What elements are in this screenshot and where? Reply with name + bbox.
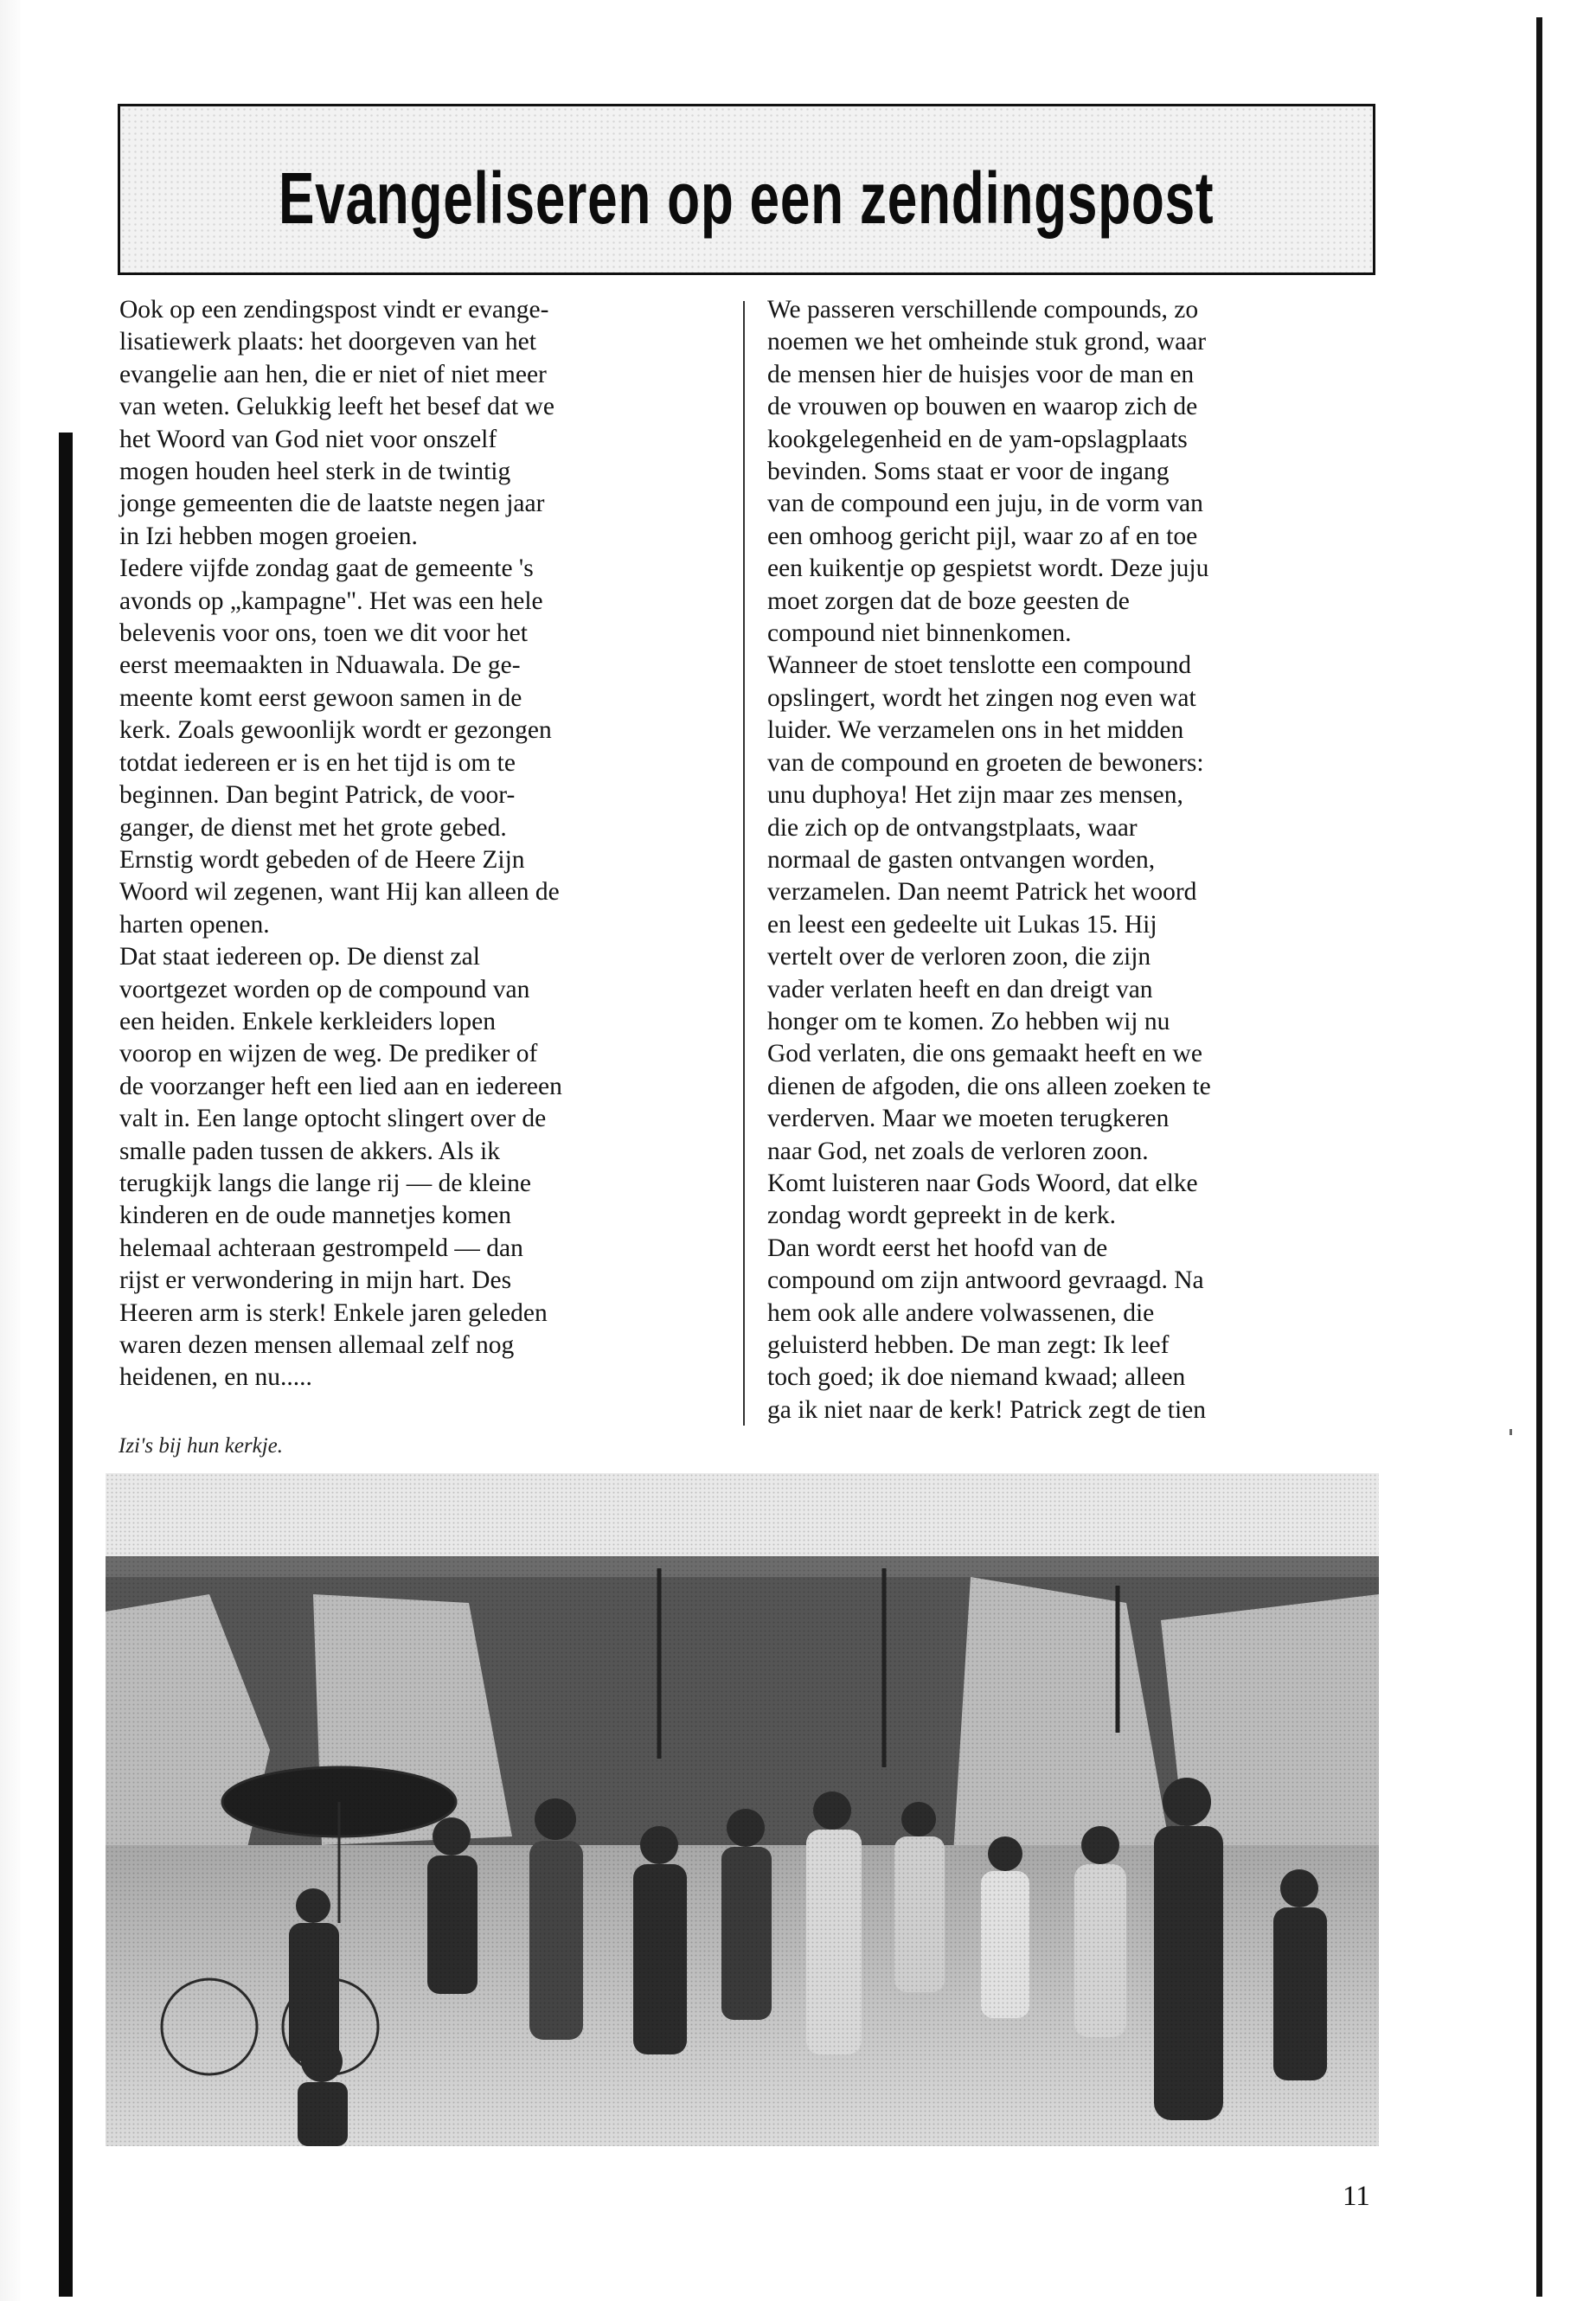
right-column-line: We passeren verschillende compounds, zo: [767, 296, 1199, 324]
left-column-line: Iedere vijfde zondag gaat de gemeente 's: [119, 554, 534, 583]
right-text-column: [767, 294, 1381, 1426]
right-column-line: dienen de afgoden, die ons alleen zoeken te: [767, 1072, 1211, 1100]
left-column-line: avonds op „kampagne". Het was een hele: [119, 586, 543, 615]
right-column-line: Dan wordt eerst het hoofd van de: [767, 1234, 1108, 1262]
left-column-line: de voorzanger heft een lied aan en iedereen: [119, 1072, 562, 1100]
right-column-line: zondag wordt gepreekt in de kerk.: [767, 1202, 1117, 1230]
left-column-line: Ook op een zendingspost vindt er evange-: [119, 296, 549, 324]
left-column-line: mogen houden heel sterk in de twintig: [119, 458, 511, 486]
right-column-line: van de compound een juju, in de vorm van: [767, 490, 1203, 518]
page-number: 11: [1343, 2181, 1370, 2212]
right-column-line: bevinden. Soms staat er voor de ingang: [767, 458, 1170, 486]
column-divider: [743, 301, 745, 1426]
left-column-line: belevenis voor ons, toen we dit voor het: [119, 619, 528, 648]
right-column-line: die zich op de ontvangstplaats, waar: [767, 813, 1138, 842]
right-column-line: geluisterd hebben. De man zegt: Ik leef: [767, 1331, 1170, 1359]
left-column-line: meente komt eerst gewoon samen in de: [119, 683, 522, 712]
left-column-line: waren dezen mensen allemaal zelf nog: [119, 1331, 515, 1359]
right-column-line: de mensen hier de huisjes voor de man en: [767, 360, 1195, 388]
left-column-line: het Woord van God niet voor onszelf: [119, 425, 497, 453]
left-column-line: van weten. Gelukkig leeft het besef dat we: [119, 393, 554, 421]
left-column-line: Ernstig wordt gebeden of de Heere Zijn: [119, 845, 525, 874]
left-column-line: een heiden. Enkele kerkleiders lopen: [119, 1007, 496, 1035]
left-column-line: evangelie aan hen, die er niet of niet meer: [119, 360, 547, 388]
right-column-line: compound niet binnenkomen.: [767, 619, 1072, 648]
left-column-line: kinderen en de oude mannetjes komen: [119, 1202, 512, 1230]
right-column-line: van de compound en groeten de bewoners:: [767, 748, 1204, 777]
left-text-column: [119, 294, 716, 1394]
left-column-line: beginnen. Dan begint Patrick, de voor-: [119, 781, 516, 810]
right-column-line: compound om zijn antwoord gevraagd. Na: [767, 1266, 1204, 1295]
right-column-line: vader verlaten heeft en dan dreigt van: [767, 975, 1153, 1003]
right-column-line: vertelt over de verloren zoon, die zijn: [767, 943, 1151, 971]
left-column-line: heidenen, en nu.....: [119, 1363, 312, 1392]
right-column-line: Wanneer de stoet tenslotte een compound: [767, 651, 1191, 680]
left-column-line: eerst meemaakten in Nduawala. De ge-: [119, 651, 521, 680]
left-column-line: ganger, de dienst met het grote gebed.: [119, 813, 507, 842]
right-column-line: hem ook alle andere volwassenen, die: [767, 1298, 1155, 1327]
scan-edge: [0, 0, 21, 2301]
left-column-line: smalle paden tussen de akkers. Als ik: [119, 1137, 500, 1165]
right-column-line: unu duphoya! Het zijn maar zes mensen,: [767, 781, 1183, 810]
binding-shadow: [59, 433, 73, 2297]
right-column-line: verzamelen. Dan neemt Patrick het woord: [767, 878, 1197, 907]
left-column-line: valt in. Een lange optocht slingert over de: [119, 1105, 547, 1133]
right-column-line: luider. We verzamelen ons in het midden: [767, 716, 1184, 745]
left-column-line: totdat iedereen er is en het tijd is om te: [119, 748, 516, 777]
right-column-line: een kuikentje op gespietst wordt. Deze juju: [767, 554, 1209, 583]
right-column-line: noemen we het omheinde stuk grond, waar: [767, 328, 1207, 356]
right-column-line: verderven. Maar we moeten terugkeren: [767, 1105, 1170, 1133]
left-column-line: voortgezet worden op de compound van: [119, 975, 530, 1003]
scan-speck: [1509, 1429, 1512, 1435]
right-column-line: de vrouwen op bouwen en waarop zich de: [767, 393, 1198, 421]
left-column-line: harten openen.: [119, 910, 270, 939]
right-column-line: normaal de gasten ontvangen worden,: [767, 845, 1156, 874]
right-column-line: God verlaten, die ons gemaakt heeft en we: [767, 1040, 1202, 1068]
left-column-line: lisatiewerk plaats: het doorgeven van het: [119, 328, 536, 356]
right-column-line: Komt luisteren naar Gods Woord, dat elke: [767, 1169, 1198, 1197]
right-column-line: een omhoog gericht pijl, waar zo af en toe: [767, 522, 1198, 550]
left-column-line: rijst er verwondering in mijn hart. Des: [119, 1266, 512, 1295]
photo-caption: Izi's bij hun kerkje.: [119, 1434, 284, 1458]
title-banner: [118, 104, 1375, 275]
left-column-line: voorop en wijzen de weg. De prediker of: [119, 1040, 538, 1068]
left-column-line: jonge gemeenten die de laatste negen jaar: [119, 490, 545, 518]
right-column-line: kookgelegenheid en de yam-opslagplaats: [767, 425, 1188, 453]
left-column-line: in Izi hebben mogen groeien.: [119, 522, 418, 550]
page-edge-rule: [1536, 17, 1542, 2297]
left-column-line: Woord wil zegenen, want Hij kan alleen de: [119, 878, 560, 907]
right-column-line: honger om te komen. Zo hebben wij nu: [767, 1007, 1170, 1035]
left-column-line: Dat staat iedereen op. De dienst zal: [119, 943, 480, 971]
right-column-line: toch goed; ik doe niemand kwaad; alleen: [767, 1363, 1186, 1392]
right-column-line: naar God, net zoals de verloren zoon.: [767, 1137, 1149, 1165]
article-title: Evangeliseren op een zendingspost: [279, 157, 1215, 239]
photograph-congregation: [106, 1473, 1379, 2146]
left-column-line: helemaal achteraan gestrompeld — dan: [119, 1234, 523, 1262]
left-column-line: Heeren arm is sterk! Enkele jaren geleden: [119, 1298, 548, 1327]
left-column-line: kerk. Zoals gewoonlijk wordt er gezongen: [119, 716, 552, 745]
right-column-line: en leest een gedeelte uit Lukas 15. Hij: [767, 910, 1157, 939]
left-column-line: terugkijk langs die lange rij — de kleine: [119, 1169, 531, 1197]
right-column-line: moet zorgen dat de boze geesten de: [767, 586, 1130, 615]
right-column-line: opslingert, wordt het zingen nog even wat: [767, 683, 1196, 712]
right-column-line: ga ik niet naar de kerk! Patrick zegt de tien: [767, 1395, 1207, 1424]
